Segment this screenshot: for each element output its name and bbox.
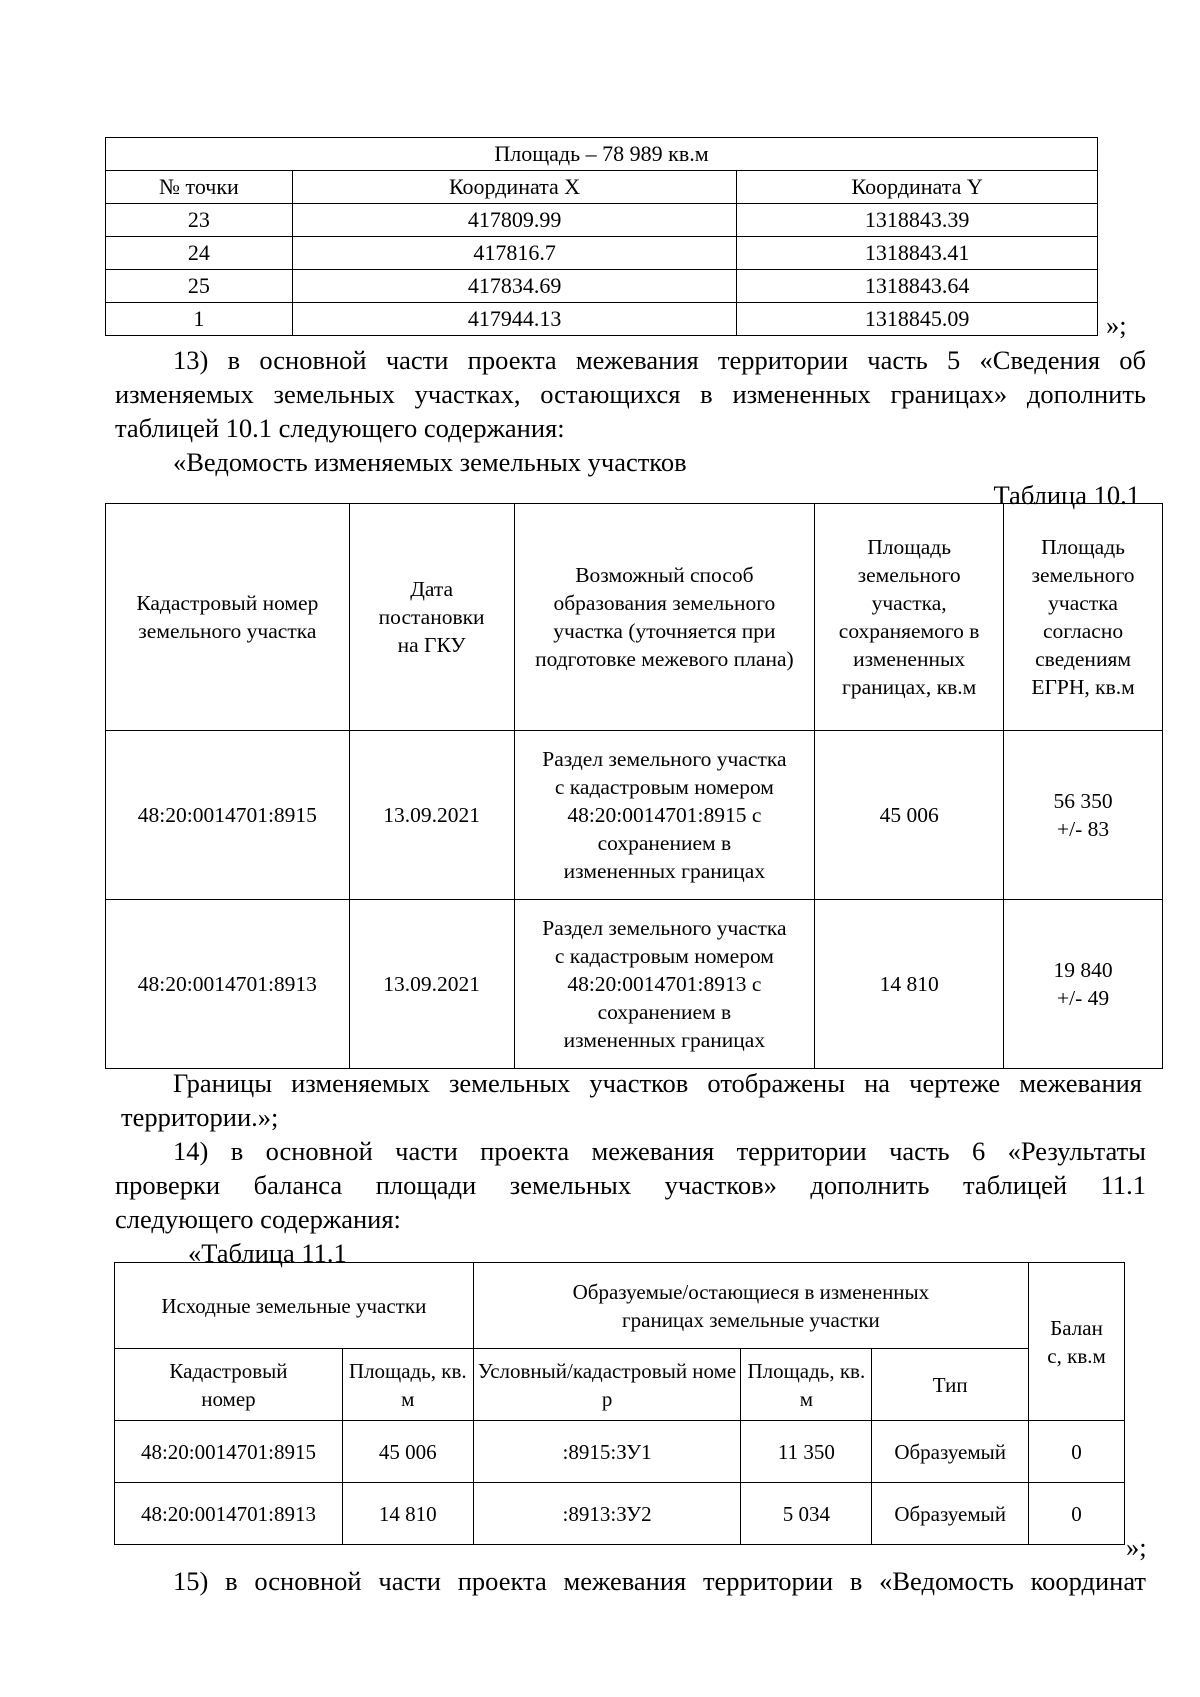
item14-line3: следующего содержания: [115, 1204, 401, 1234]
cell-x: 417834.69 [292, 270, 737, 303]
cell-area-source: 14 810 [342, 1483, 473, 1545]
table-row [106, 237, 1098, 270]
item15-line1: 15) в основной части проекта межевания территории в «Ведомость координат [173, 1566, 1146, 1596]
header-x: Координата X [292, 171, 737, 204]
cell-x: 417816.7 [292, 237, 737, 270]
header-cadastral: Кадастровый номер земельного участка [106, 504, 350, 731]
header-point: № точки [106, 171, 293, 204]
cell-method: Раздел земельного участка с кадастровым номером 48:20:0014701:8915 с сохранением в измененных границах [514, 731, 815, 900]
cell-conditional-number: :8913:ЗУ2 [473, 1483, 741, 1545]
group-source-header: Исходные земельные участки [115, 1263, 474, 1349]
cell-date: 13.09.2021 [349, 731, 514, 900]
header-area-egrn: Площадь земельного участка согласно сведениям ЕГРН, кв.м [1004, 504, 1163, 731]
cell-area-egrn [1004, 900, 1163, 1069]
table-subheader-row [115, 1349, 1125, 1421]
balance-header: Баланс, кв.м [1029, 1263, 1125, 1421]
subheader-type: Тип [872, 1349, 1029, 1421]
cell-point: 25 [106, 270, 293, 303]
subheader-cadastral: Кадастровый номер [115, 1349, 343, 1421]
area-egrn-value: 19 840 [1053, 958, 1113, 982]
table-row [106, 270, 1098, 303]
cell-type: Образуемый [872, 1483, 1029, 1545]
cell-area-formed: 11 350 [741, 1421, 872, 1483]
cell-date: 13.09.2021 [349, 900, 514, 1069]
cell-cadastral: 48:20:0014701:8913 [115, 1483, 343, 1545]
cell-point: 1 [106, 303, 293, 336]
cell-cadastral: 48:20:0014701:8915 [106, 731, 350, 900]
item14-line2: проверки баланса площади земельных участков» дополнить таблицей 11.1 [115, 1170, 1146, 1200]
subheader-conditional-number: Условный/кадастровый номер [473, 1349, 741, 1421]
cell-area-kept: 14 810 [815, 900, 1004, 1069]
boundary-note-line2: территории.»; [121, 1102, 279, 1132]
boundary-note-line1: Границы изменяемых земельных участков отображены на чертеже межевания [173, 1068, 1142, 1098]
header-area-kept: Площадь земельного участка, сохраняемого в измененных границах, кв.м [815, 504, 1004, 731]
cell-conditional-number: :8915:ЗУ1 [473, 1421, 741, 1483]
area-egrn-value: 56 350 [1053, 789, 1113, 813]
table-header-row [106, 504, 1163, 731]
subheader-area-formed: Площадь, кв.м [741, 1349, 872, 1421]
cell-y: 1318843.39 [737, 204, 1098, 237]
area-egrn-tolerance: +/- 49 [1056, 986, 1110, 1010]
coords-closing: »; [1106, 310, 1127, 340]
table-10-1-label: Таблица 10.1 [993, 480, 1140, 510]
cell-cadastral: 48:20:0014701:8915 [115, 1421, 343, 1483]
coordinates-table [105, 137, 1098, 336]
cell-point: 23 [106, 204, 293, 237]
cell-y: 1318845.09 [737, 303, 1098, 336]
table-11-1-label: «Таблица 11.1 [188, 1238, 347, 1268]
cell-area-formed: 5 034 [741, 1483, 872, 1545]
table-10-1 [105, 503, 1163, 1069]
header-y: Координата Y [737, 171, 1098, 204]
table-11-1 [114, 1262, 1125, 1545]
table-row [115, 1421, 1125, 1483]
subheader-area-source: Площадь, кв.м [342, 1349, 473, 1421]
table-header-row [115, 1263, 1125, 1349]
item13-line3: таблицей 10.1 следующего содержания: [115, 413, 565, 443]
table-row [106, 731, 1163, 900]
area-title: Площадь – 78 989 кв.м [106, 138, 1098, 171]
table-row [115, 1483, 1125, 1545]
cell-type: Образуемый [872, 1421, 1029, 1483]
header-method: Возможный способ образования земельного участка (уточняется при подготовке межевого плана) [514, 504, 815, 731]
group-formed-header: Образуемые/остающиеся в измененных границах земельные участки [473, 1263, 1028, 1349]
cell-area-source: 45 006 [342, 1421, 473, 1483]
area-egrn-tolerance: +/- 83 [1056, 817, 1110, 841]
table-row [106, 303, 1098, 336]
item13-line2: изменяемых земельных участках, остающихся в измененных границах» дополнить [115, 379, 1146, 409]
cell-x: 417809.99 [292, 204, 737, 237]
table-row [106, 900, 1163, 1069]
item13-line1: 13) в основной части проекта межевания территории часть 5 «Сведения об [173, 345, 1146, 375]
item14-line1: 14) в основной части проекта межевания территории часть 6 «Результаты [173, 1136, 1146, 1166]
cell-point: 24 [106, 237, 293, 270]
cell-x: 417944.13 [292, 303, 737, 336]
table-row [106, 204, 1098, 237]
cell-method: Раздел земельного участка с кадастровым номером 48:20:0014701:8913 с сохранением в измененных границах [514, 900, 815, 1069]
cell-y: 1318843.41 [737, 237, 1098, 270]
cell-y: 1318843.64 [737, 270, 1098, 303]
cell-area-egrn [1004, 731, 1163, 900]
cell-balance: 0 [1029, 1483, 1125, 1545]
header-date: Дата постановки на ГКУ [349, 504, 514, 731]
table-header-row [106, 171, 1098, 204]
cell-balance: 0 [1029, 1421, 1125, 1483]
ledger-heading: «Ведомость изменяемых земельных участков [173, 447, 687, 477]
cell-cadastral: 48:20:0014701:8913 [106, 900, 350, 1069]
table-11-1-closing: »; [1126, 1532, 1147, 1562]
cell-area-kept: 45 006 [815, 731, 1004, 900]
